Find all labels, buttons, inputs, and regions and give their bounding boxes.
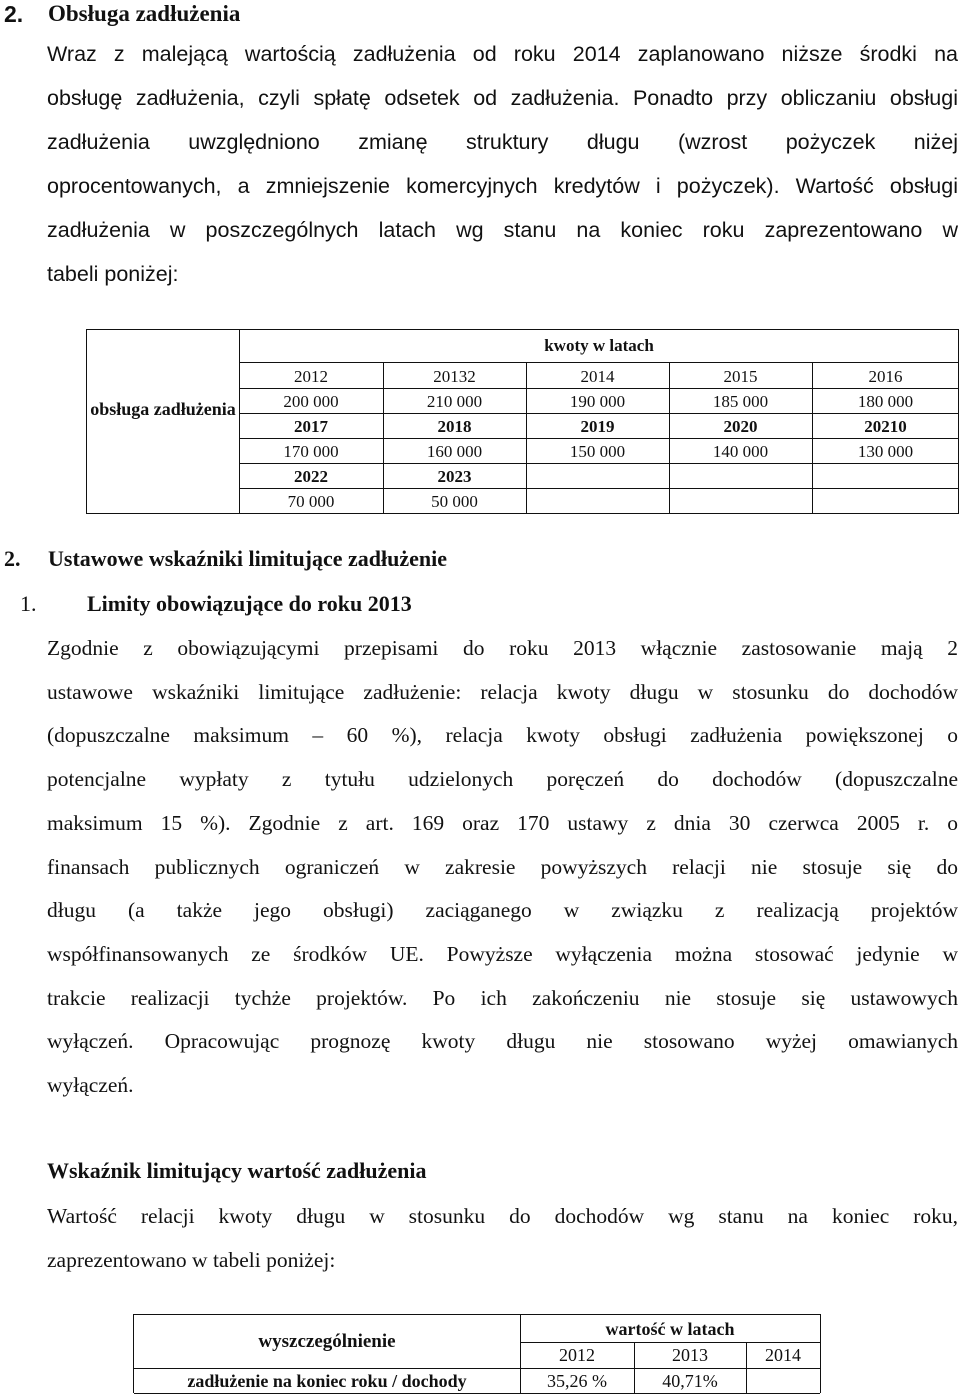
row-label: obsługa zadłużenia — [90, 399, 236, 419]
year-cell: 2014 — [765, 1345, 801, 1365]
year-cell: 2022 — [294, 467, 328, 486]
year-cell: 2013 — [672, 1345, 708, 1365]
paragraph-line: długu (a także jego obsługi) zaciąganego w związku z realizacją projektów — [47, 898, 958, 922]
paragraph-line: zadłużenia uwzględniono zmianę struktury długu (wzrost pożyczek niżej — [47, 130, 958, 154]
year-cell: 2012 — [559, 1345, 595, 1365]
paragraph-line: zaprezentowano w tabeli poniżej: — [47, 1248, 336, 1272]
section-number: 2. — [4, 1, 24, 27]
year-cell: 2016 — [868, 367, 903, 386]
year-cell: 2018 — [437, 417, 472, 436]
paragraph-line: potencjalne wypłaty z tytułu udzielonych poręczeń do dochodów (dopuszczalne — [47, 767, 958, 791]
year-cell: 2017 — [294, 417, 328, 436]
table-header: kwoty w latach — [544, 336, 654, 355]
paragraph-line: współfinansowanych ze środków UE. Powyższe wyłączenia można stosować jedynie w — [47, 942, 958, 966]
year-cell: 2015 — [723, 367, 758, 386]
year-cell: 2020 — [723, 417, 758, 436]
year-cell: 2012 — [294, 367, 328, 386]
value-cell: 210 000 — [426, 392, 483, 411]
value-cell: 190 000 — [569, 392, 626, 411]
value-cell: 35,26 % — [547, 1371, 607, 1391]
year-cell: 20210 — [864, 417, 907, 436]
debt-ratio-table — [133, 1314, 821, 1393]
paragraph-line: ustawowe wskaźniki limitujące zadłużenie: relacja kwoty długu w stosunku do dochodów — [47, 680, 958, 704]
value-cell: 160 000 — [426, 442, 483, 461]
paragraph-line: trakcie realizacji tychże projektów. Po ich zakończeniu nie stosuje się ustawowych — [47, 986, 958, 1010]
paragraph-line: Wraz z malejącą wartością zadłużenia od roku 2014 zaplanowano niższe środki na — [47, 42, 958, 66]
group-header: wartość w latach — [605, 1319, 735, 1339]
value-cell: 50 000 — [431, 492, 478, 511]
paragraph-line: finansach publicznych ograniczeń w zakresie powyższych relacji nie stosuje się do — [47, 855, 958, 879]
value-cell: 150 000 — [569, 442, 626, 461]
value-cell: 140 000 — [712, 442, 769, 461]
value-cell: 170 000 — [283, 442, 339, 461]
paragraph-line: obsługę zadłużenia, czyli spłatę odsetek od zadłużenia. Ponadto przy obliczaniu obsługi — [47, 86, 958, 110]
subsection-title: Wskaźnik limitujący wartość zadłużenia — [47, 1158, 427, 1183]
section-title: Obsługa zadłużenia — [48, 1, 241, 26]
section-title: Ustawowe wskaźniki limitujące zadłużenie — [48, 546, 448, 571]
row-label: zadłużenie na koniec roku / dochody — [187, 1371, 467, 1391]
value-cell: 185 000 — [712, 392, 769, 411]
paragraph-line: wyłączeń. Opracowując prognozę kwoty długu nie stosowano wyżej omawianych — [47, 1029, 958, 1053]
paragraph-line: oprocentowanych, a zmniejszenie komercyjnych kredytów i pożyczek). Wartość obsługi — [47, 174, 958, 198]
paragraph-line: maksimum 15 %). Zgodnie z art. 169 oraz 170 ustawy z dnia 30 czerwca 2005 r. o — [47, 811, 958, 835]
debt-service-table — [86, 329, 959, 514]
value-cell: 180 000 — [857, 392, 914, 411]
paragraph-line: tabeli poniżej: — [47, 262, 179, 286]
paragraph-line: Zgodnie z obowiązującymi przepisami do roku 2013 włącznie zastosowanie mają 2 — [47, 636, 958, 660]
column-header: wyszczególnienie — [258, 1331, 396, 1352]
year-cell: 2019 — [580, 417, 615, 436]
value-cell: 40,71% — [662, 1371, 718, 1391]
subsection-title: Limity obowiązujące do roku 2013 — [87, 591, 412, 616]
year-cell: 20132 — [433, 367, 476, 386]
paragraph-line: Wartość relacji kwoty długu w stosunku do dochodów wg stanu na koniec roku, — [47, 1204, 958, 1228]
value-cell: 130 000 — [857, 442, 914, 461]
value-cell: 200 000 — [283, 392, 339, 411]
section-number: 2. — [4, 546, 21, 571]
year-cell: 2023 — [437, 467, 472, 486]
year-cell: 2014 — [580, 367, 615, 386]
paragraph-line: zadłużenia w poszczególnych latach wg stanu na koniec roku zaprezentowano w — [47, 218, 958, 242]
subsection-number: 1. — [20, 591, 37, 616]
value-cell: 70 000 — [287, 492, 335, 511]
paragraph-line: wyłączeń. — [47, 1073, 134, 1097]
paragraph-line: (dopuszczalne maksimum – 60 %), relacja kwoty obsługi zadłużenia powiększonej o — [47, 723, 958, 747]
